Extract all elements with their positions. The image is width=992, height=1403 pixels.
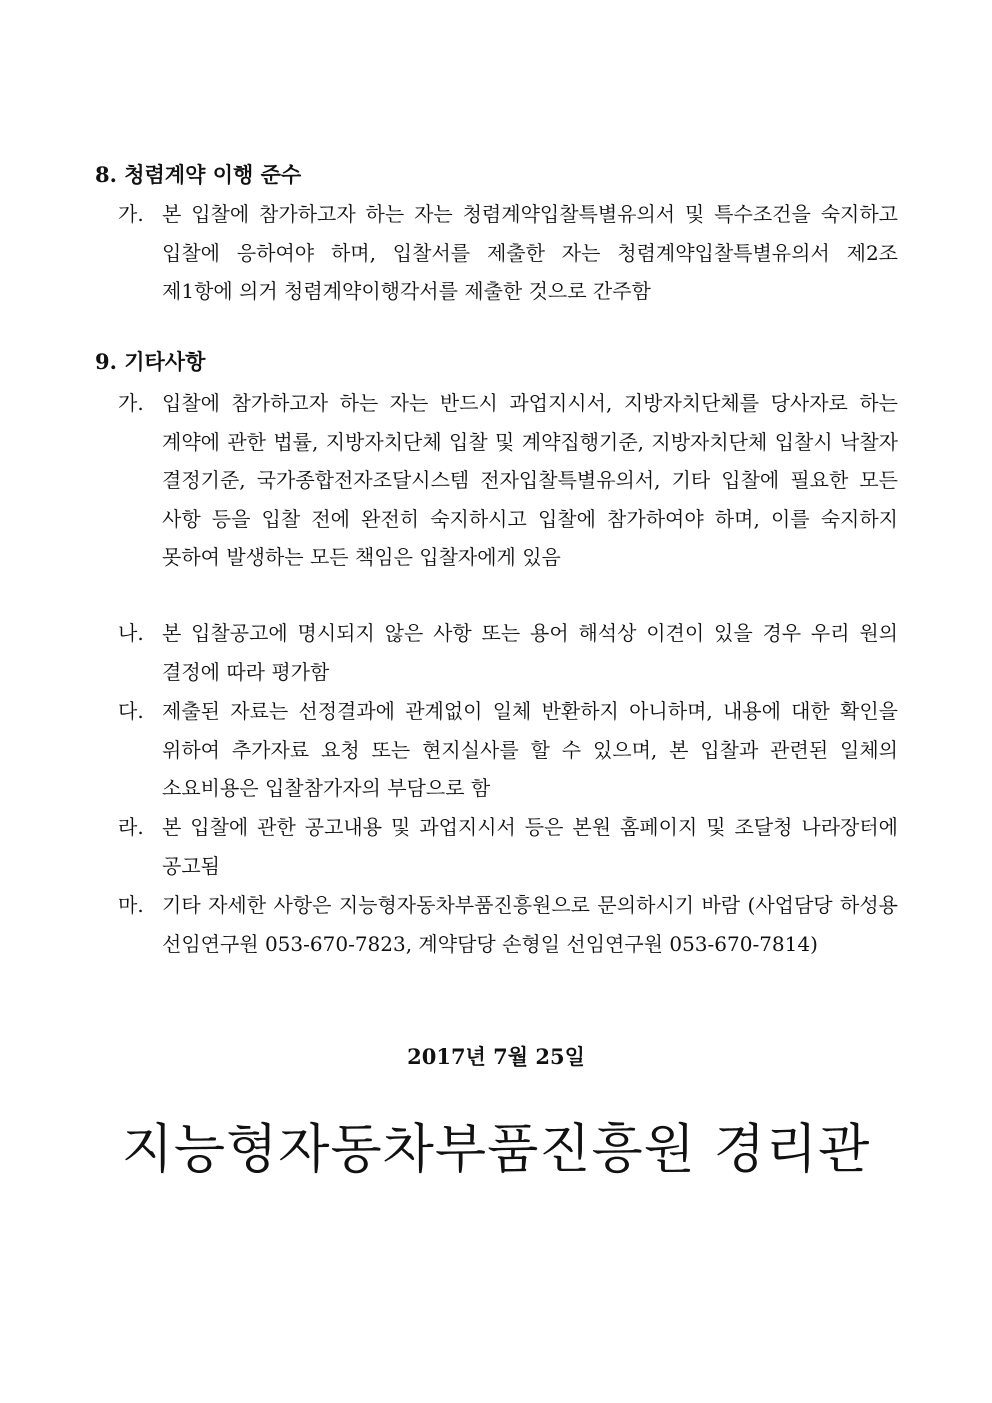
item-marker: 다. xyxy=(118,699,144,723)
item-text: 제출된 자료는 선정결과에 관계없이 일체 반환하지 아니하며, 내용에 대한 확인을 위하여 추가자료 요청 또는 현지실사를 할 수 있으며, 본 입찰과 관련된 일체의 소요비용은 입찰참가자의 부담으로 함 xyxy=(162,699,898,800)
section-9-item-ga xyxy=(118,384,898,577)
item-text: 입찰에 참가하고자 하는 자는 반드시 과업지시서, 지방자치단체를 당사자로 하는 계약에 관한 법률, 지방자치단체 입찰 및 계약집행기준, 지방자치단체 입찰시 낙찰자 결정기준, 국가종합전자조달시스템 전자입찰특별유의서, 기타 입찰에 필요한 모든 사항 등을 입찰 전에 완전히 숙지하시고 입찰에 참가하여야 하며, 이를 숙지하지 못하여 발생하는 모든 책임은 입찰자에게 있음 xyxy=(162,391,898,569)
item-marker: 나. xyxy=(118,621,144,645)
document-date: 2017년 7월 25일 xyxy=(407,1044,585,1069)
item-text: 본 입찰에 관한 공고내용 및 과업지시서 등은 본원 홈페이지 및 조달청 나라장터에 공고됨 xyxy=(162,815,898,878)
issuer-signature: 지능형자동차부품진흥원 경리관 xyxy=(121,1119,871,1180)
item-marker: 마. xyxy=(118,893,144,917)
section-9-item-da xyxy=(118,692,898,808)
section-9-item-ra xyxy=(118,808,898,885)
item-text: 본 입찰공고에 명시되지 않은 사항 또는 용어 해석상 이견이 있을 경우 우리 원의 결정에 따라 평가함 xyxy=(162,621,898,684)
item-marker: 가. xyxy=(118,202,144,226)
section-8-item-ga xyxy=(118,195,898,311)
item-text: 본 입찰에 참가하고자 하는 자는 청렴계약입찰특별유의서 및 특수조건을 숙지하고 입찰에 응하여야 하며, 입찰서를 제출한 자는 청렴계약입찰특별유의서 제2조 제1항에 의거 청렴계약이행각서를 제출한 것으로 간주함 xyxy=(162,202,898,303)
section-9-item-ma xyxy=(118,886,898,963)
section-9-title: 9. 기타사항 xyxy=(95,349,206,374)
item-text: 기타 자세한 사항은 지능형자동차부품진흥원으로 문의하시기 바람 (사업담당 하성용 선임연구원 053-670-7823, 계약담당 손형일 선임연구원 053-670-7814) xyxy=(162,893,898,956)
section-8-title: 8. 청렴계약 이행 준수 xyxy=(95,162,302,187)
item-marker: 가. xyxy=(118,391,144,415)
section-9-item-na xyxy=(118,614,898,691)
item-marker: 라. xyxy=(118,815,144,839)
